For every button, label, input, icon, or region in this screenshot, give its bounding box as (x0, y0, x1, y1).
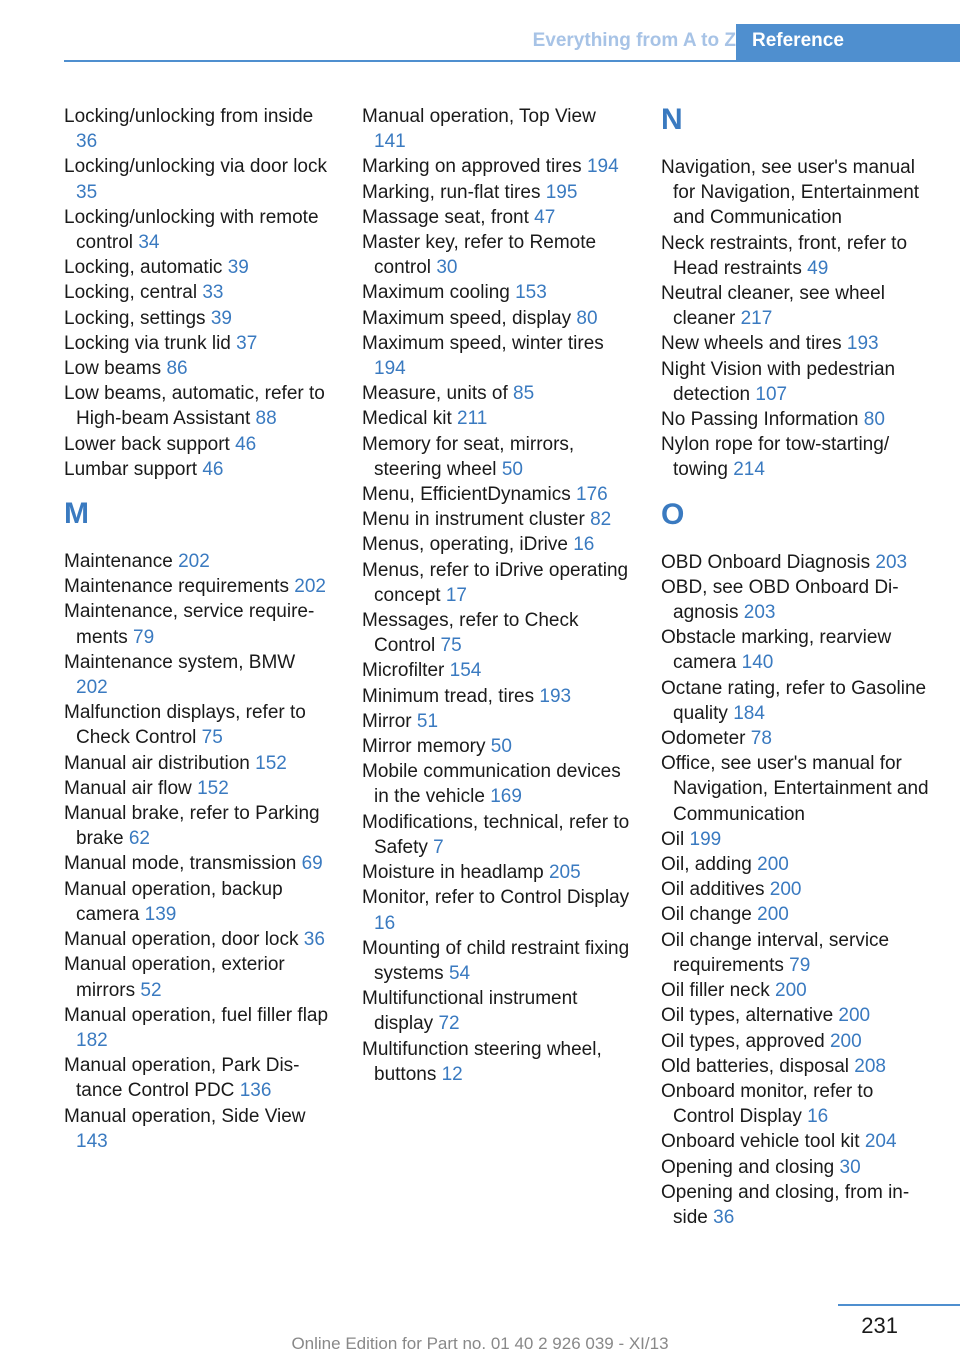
entry-text: Nylon rope for tow-starting/ towing (661, 434, 890, 481)
index-entry (661, 1129, 929, 1154)
index-entry (64, 700, 332, 750)
index-entry (64, 205, 332, 255)
index-entry (64, 356, 332, 381)
entry-text: Monitor, refer to Control Display (362, 887, 630, 909)
page-link[interactable]: 46 (202, 458, 224, 480)
entry-text: Massage seat, front (362, 206, 529, 228)
entry-text: Manual operation, Top View (362, 106, 596, 127)
index-entry (661, 1079, 929, 1129)
page-link[interactable]: 88 (255, 408, 277, 430)
page-link[interactable]: 36 (76, 131, 98, 153)
index-entry (362, 482, 630, 507)
page-link[interactable]: 17 (445, 584, 467, 606)
entry-text: Office, see user's manual for Navigation, Entertainment and Communication (661, 753, 929, 825)
page-link[interactable]: 35 (76, 181, 98, 203)
index-entry (362, 759, 630, 809)
index-entry (661, 231, 929, 281)
entry-text: Mobile communication devices in the vehicle (362, 761, 621, 808)
page-link[interactable]: 49 (807, 257, 829, 279)
entry-text: Old batteries, disposal (661, 1055, 849, 1077)
entry-text: New wheels and tires (661, 333, 842, 355)
page-link[interactable]: 50 (490, 736, 512, 758)
index-entry (661, 852, 929, 877)
page-link[interactable]: 16 (807, 1106, 829, 1128)
entry-text: Low beams (64, 358, 162, 380)
entry-text: Moisture in headlamp (362, 862, 544, 884)
index-entry (64, 104, 332, 154)
section-letter: M (64, 497, 89, 531)
index-entry (64, 549, 332, 574)
entry-text: Medical kit (362, 408, 452, 430)
entry-text: Mounting of child restraint fixing systems (362, 937, 630, 984)
entry-text: Minimum tread, tires (362, 685, 535, 707)
page-link[interactable]: 200 (769, 879, 802, 901)
page-link[interactable]: 140 (741, 652, 774, 674)
page-link[interactable]: 199 (689, 828, 722, 850)
entry-text: Marking on approved tires (362, 156, 582, 178)
entry-text: Manual air distribution (64, 752, 250, 774)
index-entry (64, 280, 332, 305)
page-link[interactable]: 193 (846, 333, 879, 355)
page-link[interactable]: 136 (239, 1080, 272, 1102)
index-entry (64, 306, 332, 331)
page-link[interactable]: 200 (838, 1005, 871, 1027)
page-link[interactable]: 169 (490, 786, 522, 808)
index-column-2 (362, 104, 630, 1087)
entry-text: Locking/unlocking via door lock (64, 156, 327, 178)
page-link[interactable]: 141 (374, 131, 406, 153)
entry-text: Mirror memory (362, 736, 486, 758)
entry-text: Maintenance, service requirements (64, 601, 315, 648)
page-link[interactable]: 154 (449, 660, 482, 682)
index-entry (362, 734, 630, 759)
page-link[interactable]: 78 (750, 728, 772, 750)
entry-text: Mirror (362, 710, 412, 732)
page-link[interactable]: 52 (140, 979, 162, 1001)
entry-text: Locking via trunk lid (64, 332, 231, 354)
entry-text: Manual operation, Side View (64, 1105, 306, 1127)
page-link[interactable]: 79 (789, 954, 811, 976)
page-link[interactable]: 139 (144, 903, 177, 925)
page-link[interactable]: 75 (201, 727, 223, 749)
index-entry (362, 406, 630, 431)
page-link[interactable]: 153 (515, 282, 547, 304)
index-entry (362, 507, 630, 532)
index-entry (661, 1054, 929, 1079)
index-entry (64, 801, 332, 851)
page-link[interactable]: 39 (227, 257, 249, 279)
index-entry (661, 676, 929, 726)
entry-text: Manual operation, door lock (64, 929, 299, 951)
entry-text: Oil (661, 828, 685, 850)
entry-text: Octane rating, refer to Gasoline quality (661, 677, 927, 724)
index-entry (362, 432, 630, 482)
index-entry (64, 776, 332, 801)
page-link[interactable]: 193 (539, 685, 572, 707)
index-entry (362, 558, 630, 608)
entry-text: Manual air flow (64, 777, 192, 799)
page-link[interactable]: 30 (839, 1156, 861, 1178)
index-entry (362, 331, 630, 381)
index-entry (362, 1037, 630, 1087)
index-entry (661, 331, 929, 356)
page-link[interactable]: 208 (854, 1055, 886, 1077)
page-link[interactable]: 202 (76, 677, 108, 699)
entry-text: OBD, see OBD Onboard Diagnosis (661, 576, 899, 624)
page-link[interactable]: 184 (733, 702, 765, 724)
index-entry (362, 658, 630, 683)
index-entry (661, 1180, 929, 1230)
page-link[interactable]: 200 (757, 854, 789, 876)
page-link[interactable]: 16 (573, 534, 595, 556)
entry-text: Memory for seat, mirrors, steering wheel (362, 433, 575, 480)
index-entry (362, 810, 630, 860)
page-link[interactable]: 72 (438, 1013, 460, 1035)
page-link[interactable]: 143 (76, 1130, 108, 1152)
page-link[interactable]: 16 (374, 912, 396, 934)
entry-text: Manual operation, fuel filler flap (64, 1004, 329, 1026)
entry-text: Locking, automatic (64, 257, 223, 279)
index-entry (362, 205, 630, 230)
page-link[interactable]: 211 (457, 408, 488, 430)
index-entry (362, 306, 630, 331)
page-link[interactable]: 214 (733, 459, 765, 481)
index-entry (64, 927, 332, 952)
index-entry (661, 1029, 929, 1054)
index-entry (661, 625, 929, 675)
page-link[interactable]: 176 (576, 484, 608, 506)
entry-text: Locking, settings (64, 307, 206, 329)
entry-text: Navigation, see user's manual for Navigation, Entertainment and Communication (661, 157, 920, 229)
page-link[interactable]: 217 (740, 308, 773, 330)
page-link[interactable]: 39 (210, 307, 232, 329)
entry-text: OBD Onboard Diagnosis (661, 551, 871, 573)
page-link[interactable]: 47 (534, 206, 556, 228)
index-column-1 (64, 104, 332, 1154)
entry-text: Manual mode, transmission (64, 853, 297, 875)
entry-text: Maintenance requirements (64, 576, 289, 598)
entry-text: Opening and closing (661, 1156, 835, 1178)
entry-text: Oil filler neck (661, 980, 770, 1002)
page-link[interactable]: 200 (757, 904, 789, 926)
index-entry (64, 1003, 332, 1053)
reference-tab: Reference (736, 24, 960, 62)
entry-text: Manual operation, exterior mirrors (64, 954, 285, 1001)
index-entry (362, 280, 630, 305)
index-entry (362, 104, 630, 154)
index-entry (64, 599, 332, 649)
entry-text: Manual operation, Park Distance Control PDC (64, 1055, 300, 1102)
index-entry (362, 608, 630, 658)
entry-text: Lumbar support (64, 458, 198, 480)
entry-text: Maximum speed, winter tires (362, 332, 604, 354)
page-link[interactable]: 200 (829, 1030, 862, 1052)
index-entry (64, 432, 332, 457)
entry-text: Oil, adding (661, 854, 752, 876)
index-entry (661, 726, 929, 751)
index-entry (362, 180, 630, 205)
entry-text: Multifunction steering wheel, buttons (362, 1038, 602, 1085)
page-link[interactable]: 85 (513, 383, 535, 405)
page-link[interactable]: 36 (303, 929, 325, 951)
page-number: 231 (861, 1313, 898, 1338)
entry-text: Manual brake, refer to Parking brake (64, 803, 320, 850)
index-entry (661, 155, 929, 231)
entry-text: Locking/unlocking from inside (64, 106, 314, 127)
entry-text: Oil types, alternative (661, 1005, 834, 1027)
page-link[interactable]: 200 (775, 980, 807, 1002)
section-letter: N (661, 103, 683, 136)
index-entry (64, 154, 332, 204)
index-entry (64, 574, 332, 599)
entry-text: Manual operation, backup camera (64, 878, 283, 925)
page-link[interactable]: 69 (301, 853, 323, 875)
entry-text: Maximum cooling (362, 282, 510, 304)
entry-text: Night Vision with pedestrian detection (661, 358, 896, 405)
page-link[interactable]: 82 (590, 509, 612, 531)
page-link[interactable]: 33 (202, 282, 224, 304)
index-entry (661, 550, 929, 575)
entry-text: Oil change interval, service requirements (661, 929, 890, 976)
entry-text: No Passing Information (661, 409, 859, 431)
entry-text: Maintenance (64, 551, 173, 573)
entry-text: Maximum speed, display (362, 307, 572, 329)
page-link[interactable]: 62 (128, 828, 150, 850)
page-link[interactable]: 46 (235, 433, 257, 455)
index-entry (661, 432, 929, 482)
page-link[interactable]: 152 (197, 777, 229, 799)
page-link[interactable]: 194 (374, 358, 406, 380)
index-entry (661, 575, 929, 625)
index-entry (661, 1003, 929, 1028)
page-link[interactable]: 205 (548, 862, 581, 884)
entry-text: Multifunctional instrument display (362, 988, 578, 1035)
entry-text: Modifications, technical, refer to Safety (362, 811, 630, 858)
entry-text: Opening and closing, from inside (661, 1181, 910, 1228)
index-entry (64, 1053, 332, 1103)
page-link[interactable]: 152 (255, 752, 287, 774)
page-header (0, 24, 960, 62)
page-link[interactable]: 75 (440, 635, 462, 657)
page-link[interactable]: 79 (133, 626, 155, 648)
index-entry (661, 407, 929, 432)
index-entry (64, 851, 332, 876)
entry-text: Messages, refer to Check Control (362, 610, 579, 657)
index-entry (661, 751, 929, 827)
page-link[interactable]: 194 (586, 156, 619, 178)
index-entry (64, 331, 332, 356)
page-link[interactable]: 80 (863, 409, 885, 431)
page-link[interactable]: 54 (448, 962, 471, 984)
footer-rule (838, 1304, 960, 1306)
index-column-3 (661, 104, 929, 1230)
index-entry (362, 986, 630, 1036)
entry-text: Microfilter (362, 660, 445, 682)
index-entry (362, 684, 630, 709)
index-entry (64, 650, 332, 700)
index-entry (64, 1104, 332, 1154)
page-link[interactable]: 37 (236, 332, 258, 354)
index-entry (661, 877, 929, 902)
index-entry (64, 877, 332, 927)
entry-text: Neutral cleaner, see wheel cleaner (661, 283, 885, 330)
page-link[interactable]: 202 (294, 576, 326, 598)
page-link[interactable]: 107 (755, 383, 788, 405)
page-link[interactable]: 203 (875, 551, 908, 573)
entry-text: Master key, refer to Remote control (362, 232, 597, 279)
edition-footer: Online Edition for Part no. 01 40 2 926 039 - XI/13 (291, 1334, 669, 1353)
index-entry (661, 1155, 929, 1180)
entry-text: Odometer (661, 728, 746, 750)
entry-text: Onboard vehicle tool kit (661, 1131, 860, 1153)
page-link[interactable]: 30 (436, 257, 458, 279)
entry-text: Obstacle marking, rearview camera (661, 627, 892, 674)
entry-text: Oil additives (661, 879, 765, 901)
index-entry (362, 860, 630, 885)
index-entry (661, 978, 929, 1003)
index-entry (64, 751, 332, 776)
entry-text: Measure, units of (362, 383, 508, 405)
index-entry (64, 457, 332, 482)
index-entry (362, 381, 630, 406)
index-entry (64, 952, 332, 1002)
page-link[interactable]: 195 (545, 181, 578, 203)
page-link[interactable]: 204 (864, 1131, 897, 1153)
index-entry (362, 154, 630, 179)
index-entry (362, 936, 630, 986)
index-entry (64, 255, 332, 280)
entry-text: Onboard monitor, refer to Control Display (661, 1080, 874, 1128)
index-entry (661, 827, 929, 852)
index-entry (661, 357, 929, 407)
entry-text: Neck restraints, front, refer to Head restraints (661, 232, 908, 279)
entry-text: Low beams, automatic, refer to High-beam Assistant (64, 383, 325, 430)
page-link[interactable]: 182 (76, 1029, 108, 1051)
index-entry (362, 532, 630, 557)
entry-text: Menu in instrument cluster (362, 509, 585, 531)
entry-text: Menus, operating, iDrive (362, 534, 568, 556)
entry-text: Lower back support (64, 433, 230, 455)
entry-text: Menu, EfficientDynamics (362, 484, 571, 506)
page-link[interactable]: 86 (166, 358, 188, 380)
section-letter: O (661, 497, 685, 531)
entry-text: Maintenance system, BMW (64, 651, 296, 673)
section-title: Everything from A to Z (532, 30, 736, 51)
entry-text: Menus, refer to iDrive operating concept (362, 559, 629, 606)
page-link[interactable]: 7 (433, 836, 444, 858)
page-link[interactable]: 203 (743, 602, 776, 624)
entry-text: Marking, run-flat tires (362, 181, 541, 203)
index-entry (661, 902, 929, 927)
page-link[interactable]: 51 (416, 710, 439, 732)
index-entry (362, 709, 630, 734)
index-entry (362, 885, 630, 935)
page-link[interactable]: 80 (576, 307, 598, 329)
index-entry (661, 928, 929, 978)
entry-text: Oil change (661, 904, 752, 926)
index-entry (362, 230, 630, 280)
entry-text: Locking/unlocking with remote control (64, 206, 319, 254)
page-link[interactable]: 34 (138, 232, 160, 254)
entry-text: Locking, central (64, 282, 198, 304)
page-link[interactable]: 36 (713, 1206, 735, 1228)
page-link[interactable]: 12 (441, 1063, 463, 1085)
entry-text: Oil types, approved (661, 1030, 825, 1052)
index-entry (64, 381, 332, 431)
index-entry (661, 281, 929, 331)
page-link[interactable]: 50 (501, 458, 523, 480)
page-link[interactable]: 202 (178, 551, 210, 573)
entry-text: Malfunction displays, refer to Check Control (64, 702, 306, 749)
